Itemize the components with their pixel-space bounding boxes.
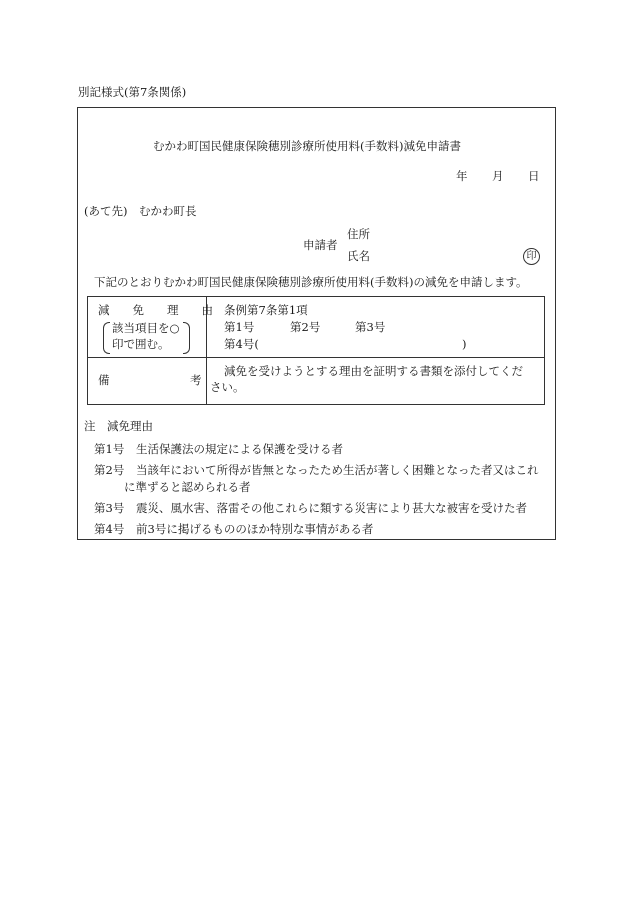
reason-item-4-close: ) [462,337,467,351]
date-day: 日 [528,169,540,183]
note-2-number: 第2号 [94,463,125,477]
reason-item-2[interactable]: 第2号 [290,320,321,334]
note-1-text: 生活保護法の規定による保護を受ける者 [136,442,343,456]
reason-note-line2: 印で囲む。 [112,337,170,351]
note-2-text-line1: 当該年において所得が皆無となったため生活が著しく困難となった者又はこれ [136,463,539,477]
seal-mark: 印 [523,248,540,265]
date-year: 年 [456,169,468,183]
note-1-number: 第1号 [94,442,125,456]
note-2-text-line2: に準ずると認められる者 [124,480,251,494]
reason-note-line1: 該当項目を○ [112,321,180,335]
form-label: 別記様式(第7条関係) [78,85,187,99]
form-title: むかわ町国民健康保険穂別診療所使用料(手数料)減免申請書 [153,139,461,153]
remarks-line1: 減免を受けようとする理由を証明する書類を添付してくだ [224,364,523,378]
reason-table [87,296,545,405]
bracket-right [183,322,190,354]
name-label: 氏名 [347,249,370,263]
date-month: 月 [492,169,504,183]
note-4-text: 前3号に掲げるもののほか特別な事情がある者 [136,522,374,536]
reason-item-3[interactable]: 第3号 [355,320,386,334]
note-4-number: 第4号 [94,522,125,536]
article-text: 条例第7条第1項 [224,303,308,317]
note-3-number: 第3号 [94,501,125,515]
request-text: 下記のとおりむかわ町国民健康保険穂別診療所使用料(手数料)の減免を申請します。 [94,275,528,289]
bracket-left [103,322,110,354]
notes-heading: 注 減免理由 [84,419,153,433]
addressee: (あて先) むかわ町長 [84,204,197,218]
note-3-text: 震災、風水害、落雷その他これらに類する災害により甚大な被害を受けた者 [136,501,527,515]
reason-item-1[interactable]: 第1号 [224,320,255,334]
reason-header: 減 免 理 由 [98,303,213,317]
address-label: 住所 [347,227,370,241]
remarks-line2: さい。 [210,380,245,394]
applicant-label: 申請者 [303,238,338,252]
reason-item-4-open[interactable]: 第4号( [224,337,259,351]
table-divider-horizontal [88,357,544,358]
remarks-header: 備 考 [98,373,202,387]
